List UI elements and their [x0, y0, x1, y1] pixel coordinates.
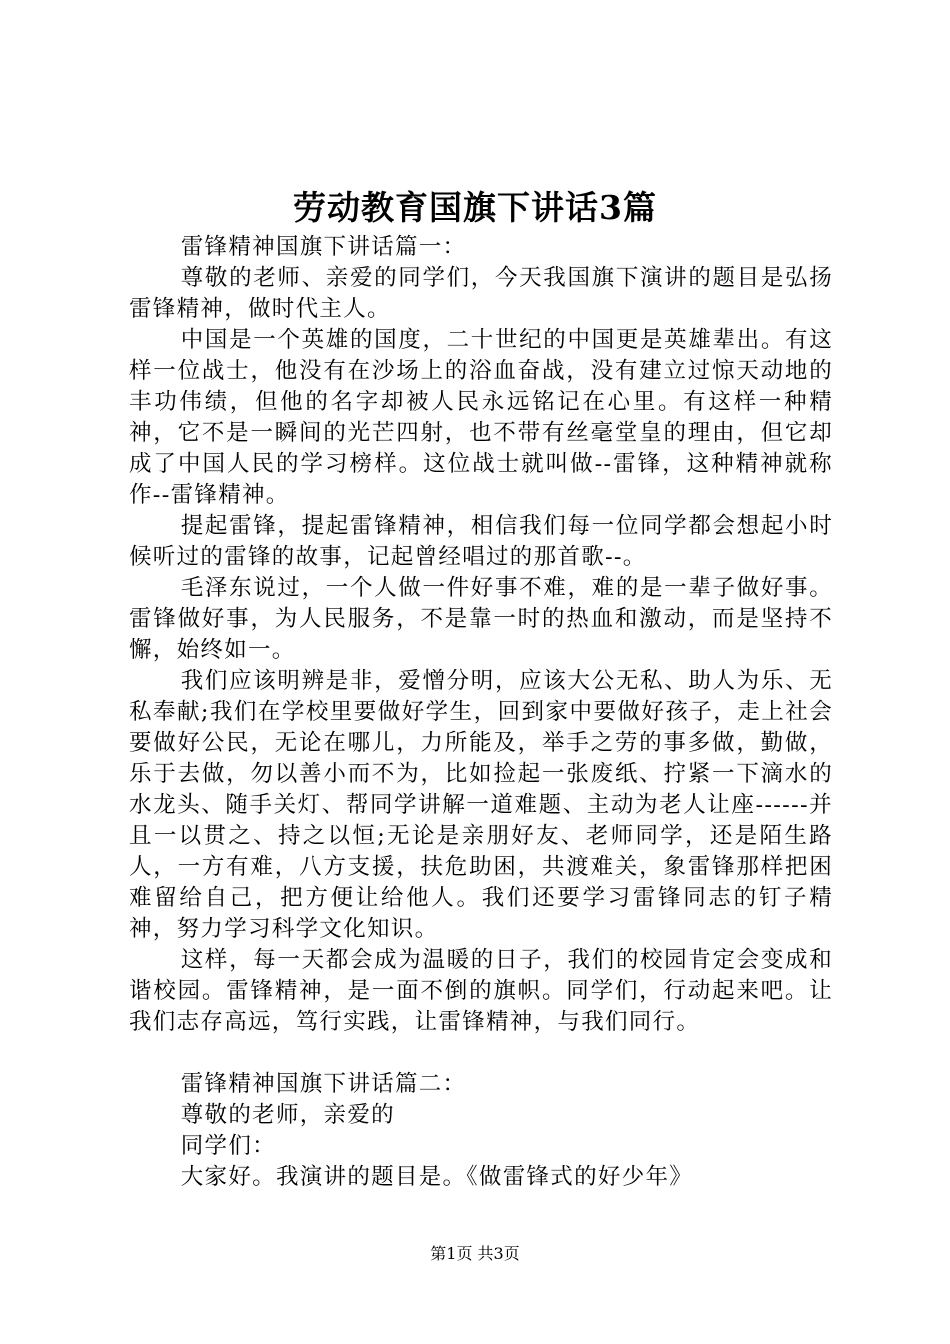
- section-heading: 雷锋精神国旗下讲话篇一：: [180, 234, 467, 260]
- section-heading: 雷锋精神国旗下讲话篇二：: [180, 1071, 467, 1097]
- document-body: [129, 232, 833, 1193]
- document-title: 劳动教育国旗下讲话3篇: [293, 188, 657, 227]
- paragraph: 大家好。我演讲的题目是。《做雷锋式的好少年》: [180, 1164, 694, 1190]
- paragraph: 尊敬的老师，亲爱的: [180, 1102, 395, 1128]
- paragraph: 我们应该明辨是非，爱憎分明，应该大公无私、助人为乐、无私奉献;我们在学校里要做好学生，回到家中要做好孩子，走上社会要做好公民，无论在哪儿，力所能及，举手之劳的事多做，勤做，乐于去做，勿以善小而不为，比如捡起一张废纸、拧紧一下滴水的水龙头、随手关灯、帮同学讲解一道难题、主动为老人让座------并且一以贯之、持之以恒;无论是亲朋好友、老师同学，还是陌生路人，一方有难，八方支援，扶危助困，共渡难关，象雷锋那样把困难留给自己，把方便让给他人。我们还要学习雷锋同志的钉子精神，努力学习科学文化知识。: [129, 668, 833, 942]
- paragraph: 提起雷锋，提起雷锋精神，相信我们每一位同学都会想起小时候听过的雷锋的故事，记起曾经唱过的那首歌--。: [129, 513, 833, 570]
- page-footer: 第1页 共3页: [430, 1244, 520, 1263]
- paragraph: 这样，每一天都会成为温暖的日子，我们的校园肯定会变成和谐校园。雷锋精神，是一面不倒的旗帜。同学们，行动起来吧。让我们志存高远，笃行实践，让雷锋精神，与我们同行。: [129, 947, 833, 1035]
- paragraph: 中国是一个英雄的国度，二十世纪的中国更是英雄辈出。有这样一位战士，他没有在沙场上的浴血奋战，没有建立过惊天动地的丰功伟绩，但他的名字却被人民永远铭记在心里。有这样一种精神，它不是一瞬间的光芒四射，也不带有丝毫堂皇的理由，但它却成了中国人民的学习榜样。这位战士就叫做--雷锋，这种精神就称作--雷锋精神。: [129, 327, 833, 508]
- paragraph-spacer: [129, 1038, 833, 1069]
- paragraph: 尊敬的老师、亲爱的同学们，今天我国旗下演讲的题目是弘扬雷锋精神，做时代主人。: [129, 265, 833, 322]
- paragraph: 同学们：: [180, 1133, 276, 1159]
- paragraph: 毛泽东说过，一个人做一件好事不难，难的是一辈子做好事。雷锋做好事，为人民服务，不是靠一时的热血和激动，而是坚持不懈，始终如一。: [129, 575, 833, 663]
